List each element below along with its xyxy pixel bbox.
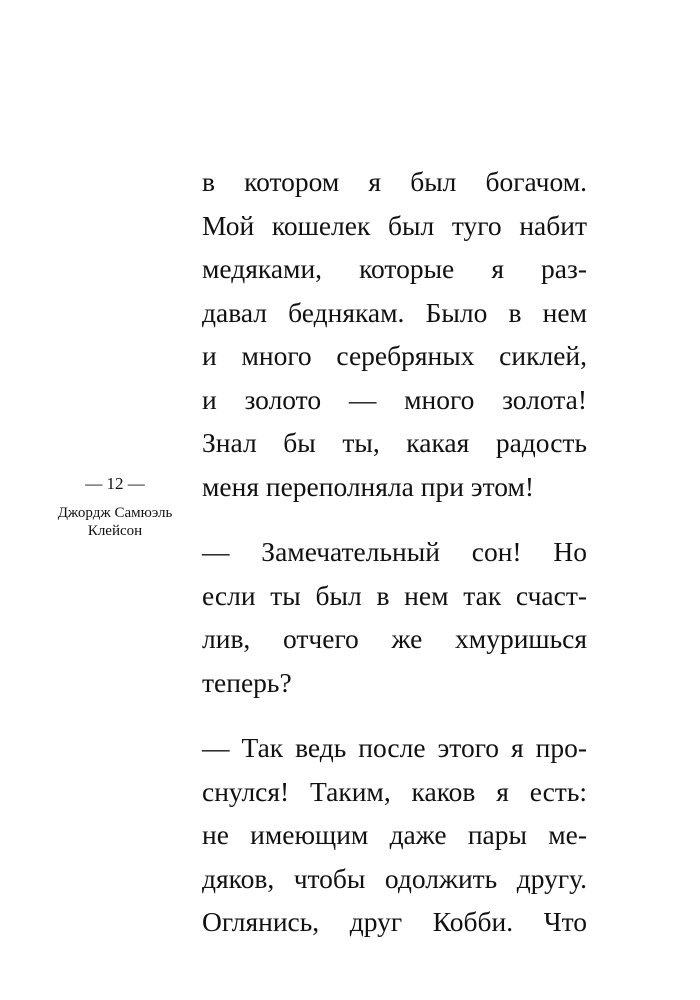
text-line: давал беднякам. Было в нем — [202, 296, 587, 328]
text-line: и много серебряных сиклей, — [202, 340, 587, 371]
text-line: и золото — много золота! — [202, 383, 587, 415]
paragraph — [202, 160, 587, 508]
page-number: — 12 — — [85, 474, 145, 493]
text-line: дяков, чтобы одолжить другу. — [202, 862, 587, 894]
body-text — [202, 160, 587, 944]
paragraph — [202, 530, 587, 704]
text-line: лив, отчего же хмуришься — [202, 623, 587, 654]
text-line: теперь? — [202, 666, 292, 698]
paragraph-gap — [202, 508, 587, 530]
paragraph — [202, 726, 587, 944]
text-line: — Замечательный сон! Но — [202, 536, 587, 567]
text-line: медяками, которые я раз- — [202, 253, 587, 284]
text-line: — Так ведь после этого я про- — [202, 732, 587, 763]
running-author-line-1: Джордж Самюэль — [57, 505, 173, 521]
margin-note — [40, 473, 190, 540]
text-line: не имеющим даже пары ме- — [202, 819, 587, 850]
text-line: Оглянись, друг Кобби. Что — [202, 906, 587, 937]
running-author-line-2: Клейсон — [87, 523, 143, 539]
text-line: Мой кошелек был туго набит — [202, 209, 587, 241]
text-line: в котором я был богачом. — [202, 166, 587, 197]
text-line: Знал бы ты, какая радость — [202, 427, 587, 458]
paragraph-gap — [202, 704, 587, 726]
text-line: если ты был в нем так счаст- — [202, 579, 587, 611]
text-line: меня переполняла при этом! — [202, 470, 535, 502]
text-line: снулся! Таким, каков я есть: — [202, 775, 587, 807]
